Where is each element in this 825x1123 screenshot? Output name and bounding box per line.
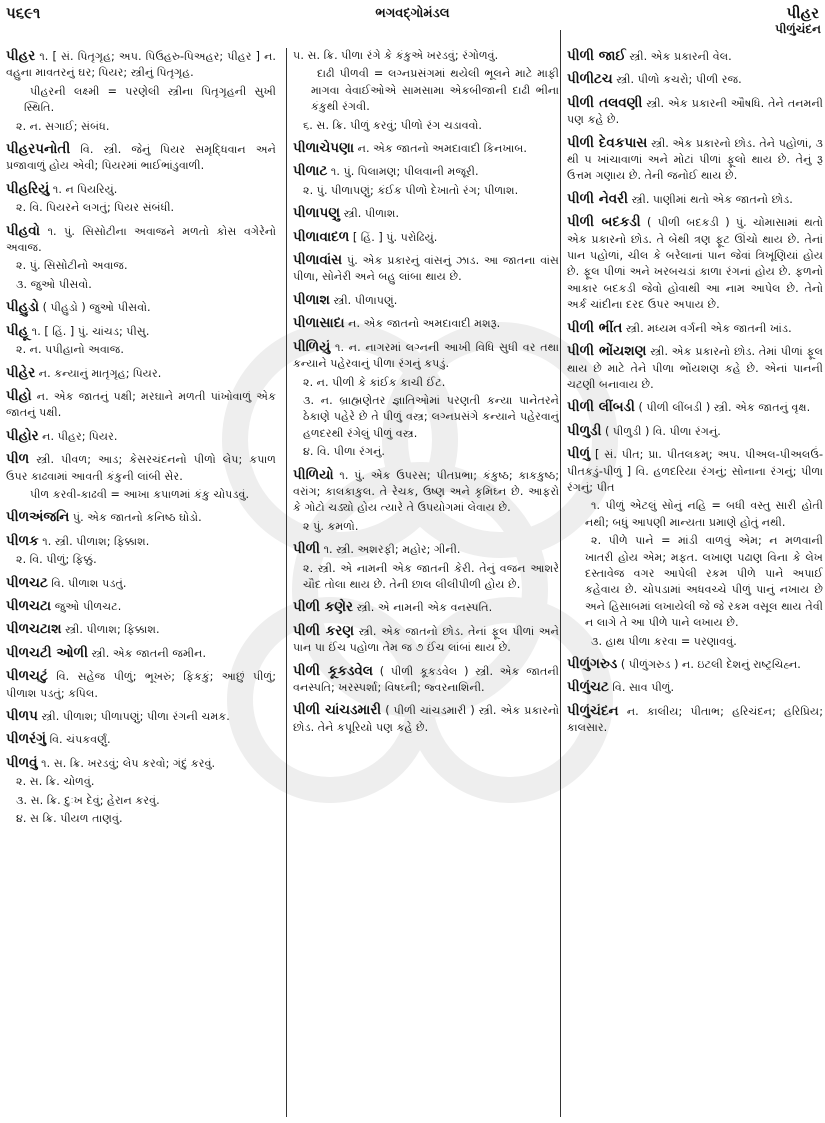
- headword: પીળાવાદળ: [293, 228, 350, 245]
- headword: પીળપ: [6, 708, 38, 724]
- dictionary-entry: [6, 428, 276, 445]
- definition: ૧. સ્ત્રી. પીળાશ; ફિક્કાશ.: [42, 534, 150, 548]
- sub-sense: ૩. જુઓ પીસવો.: [16, 277, 92, 291]
- sub-sense: ૨. સ્ત્રી. એ નામની એક જાતની કેરી. તેનું વજન આશરે ચૌદ તોલા થાય છે. તેની છાલ લીલીપીળી હોય છે.: [303, 561, 559, 591]
- definition: સ્ત્રી. પીળાશ; પીળાપણું; પીળા રંગની ચમક.: [41, 710, 230, 723]
- sub-sense: ૨. ન. પપીહાનો અવાજ.: [16, 343, 124, 357]
- headword: પીળુંગરુડ: [567, 656, 618, 672]
- headword: પીળી ચાંચડમારી: [293, 702, 382, 719]
- dictionary-entry: [6, 621, 276, 638]
- sub-sense: ૬. સ. ક્રિ. પીળું કરવું; પીળો રંગ ચડાવવો.: [303, 118, 482, 132]
- headword: પીળચટાશ: [6, 621, 62, 638]
- sub-sense: ૨. વિ. પીળું; ફિક્કું.: [16, 553, 97, 567]
- definition: ( પીળુંગરુડ ) ન. ઇટલી દેશનું રાષ્ટ્રચિહ્ન.: [620, 658, 801, 671]
- headword: પીહૂ: [6, 322, 29, 339]
- definition: ૧. [ હિં. ] પું. ચાંચડ; પીસુ.: [31, 324, 150, 338]
- sub-sense: ૩. સ. ક્રિ. દુઃખ દેવું; હેરાન કરવું.: [16, 793, 160, 807]
- sub-sense: ૨. સ. ક્રિ. ચોળવું.: [16, 775, 95, 789]
- column-2: [286, 48, 559, 1117]
- sub-sense: ૨. ન. પીળી કે કાંઈક કાચી ઈંટ.: [303, 375, 446, 389]
- headword: પીળાટ: [293, 163, 328, 180]
- sub-sense: ૨. પું. પીળાપણું; કંઈક પીળો દેખાતો રંગ; પીળાશ.: [303, 183, 519, 197]
- definition: સ્ત્રી. એ નામની એક વનસ્પતિ.: [356, 601, 493, 615]
- headword: પીળી દેવકપાસ: [567, 134, 648, 151]
- definition: ( પીહુડો ) જુઓ પીસવો.: [42, 301, 151, 315]
- headword: પીળિયો: [293, 466, 334, 483]
- page-number: પ૬૯૧: [6, 4, 41, 22]
- book-title: ભગવદ્ગોમંડલ: [375, 6, 450, 21]
- headword: પીહરપનોતી: [6, 141, 71, 158]
- idiom-definition: ૩. હાથ પીળા કરવા = પરણાવવું.: [591, 634, 737, 648]
- headword: પીળીટચ: [567, 71, 613, 88]
- sub-sense: ૪. સ ક્રિ. પીયળ તાણવું.: [16, 812, 123, 826]
- headword: પીળું: [567, 446, 591, 463]
- definition: ૧. પું. સિસોટીના અવાજને મળતો કોસ વગેરેનો અવાજ.: [6, 224, 276, 255]
- guide-word-first: પીહર: [786, 4, 819, 22]
- definition: સ્ત્રી. એક જાતની જમીન.: [91, 646, 206, 660]
- definition: ૧. [ સં. પિતૃગૃહ; અપ. પિઉહરુ-પિઅહર; પીહર ] ન. વહુના માવતરનું ઘર; પિયર; સ્ત્રીનું પિતૃગૃહ.: [6, 50, 276, 80]
- dictionary-entry: [6, 181, 276, 217]
- dictionary-entry: [567, 703, 823, 737]
- definition: સ્ત્રી. એક પ્રકારની ઔષધિ. તેને તનમની પણ કહે છે.: [567, 96, 823, 127]
- headword: પીહવો: [6, 222, 41, 239]
- dictionary-entry: [567, 423, 823, 440]
- definition: સ્ત્રી. પીળાપણું.: [333, 293, 398, 307]
- headword: પીળચટ: [6, 574, 48, 591]
- headword: પીળચટા: [6, 597, 52, 614]
- headword: પીળુંચંદન: [567, 702, 619, 719]
- dictionary-entry: [567, 446, 823, 650]
- definition: ( પીળી લીંબડી ) સ્ત્રી. એક જાતનું વૃક્ષ.: [638, 401, 811, 415]
- definition: ૧. સ. ક્રિ. ખરડવું; લેપ કરવો; ગંદું કરવું.: [41, 756, 216, 770]
- dictionary-entry: [293, 663, 559, 697]
- headword: પીળી ભોંયશણ: [567, 343, 647, 360]
- headword: પીળવું: [6, 754, 38, 771]
- sub-sense: ૨. પું. સિસોટીનો અવાજ.: [16, 259, 128, 273]
- dictionary-entry: [567, 71, 823, 88]
- headword: પીહુડો: [6, 299, 40, 316]
- definition: સ્ત્રી. એક જાતનો છોડ. તેનાં ફૂલ પીળાં અને પાન પા ઈંચ પહોળા તેમ જ ૭ ઈંચ લાંબાં થાય છે.: [293, 624, 559, 655]
- headword: પીળઅંજનિ: [6, 509, 70, 526]
- dictionary-entry: [6, 575, 276, 592]
- headword: પીળુડી: [567, 422, 602, 439]
- dictionary-entry: [293, 252, 559, 286]
- dictionary-entry: [567, 679, 823, 696]
- definition: પું. એક પ્રકારનું વાંસનું ઝાડ. આ જાતના વાંસ પીળા, સોનેરી અને બહુ લાંબા થાય છે.: [293, 254, 559, 284]
- dictionary-entry: [567, 320, 823, 337]
- dictionary-entry: [567, 214, 823, 313]
- headword: પીળચટું: [6, 668, 48, 685]
- definition: ન. પીહર; પિયર.: [42, 429, 118, 443]
- definition: ૫. સ. ક્રિ. પીળા રંગે કે કંકુએ ખરડવું; રંગોળવું.: [293, 49, 499, 62]
- dictionary-entry: [6, 731, 276, 748]
- dictionary-entry: [567, 95, 823, 129]
- headword: પીળરંગું: [6, 731, 46, 748]
- idiom-definition: પીહરની લક્ષ્મી = પરણેલી સ્ત્રીના પિતૃગૃહની સુખી સ્થિતિ.: [24, 84, 276, 115]
- headword: પીળી તલવણી: [567, 94, 643, 111]
- headword: પીળી કરણ: [293, 622, 355, 639]
- headword: પીળી કૂકડવેલ: [293, 662, 373, 679]
- headword: પીળ: [6, 451, 30, 468]
- definition: જુઓ પીળચટ.: [54, 599, 122, 613]
- definition: ૧. સ્ત્રી. અશરફી; મહોર; ગીની.: [323, 543, 461, 557]
- dictionary-entry: [293, 599, 559, 616]
- headword: પીળક: [6, 532, 39, 549]
- dictionary-entry: [567, 399, 823, 416]
- definition: વિ. સ્ત્રી. જેનું પિયર સમૃદ્ધિવાન અને પ્રજાવાળું હોય એવી; પિયરમાં ભાઈભાંડુવાળી.: [6, 143, 276, 173]
- sub-sense: ૨. વિ. પિયરને લગતું; પિયર સંબંધી.: [16, 201, 175, 215]
- headword: પીળી કણેર: [293, 599, 353, 616]
- definition: ૧. ન પિયરિયું.: [52, 182, 118, 196]
- dictionary-entry: [293, 140, 559, 157]
- dictionary-entry: [567, 48, 823, 65]
- definition: ન. કન્યાનું માતૃગૃહ; પિયર.: [38, 366, 162, 380]
- definition: ૧. પું. પિલામણ; પીલવાની મજૂરી.: [330, 165, 479, 179]
- headword: પીળાશ: [293, 291, 330, 308]
- definition: ન. એક જાતનો અમદાવાદી મશરૂ.: [348, 317, 501, 331]
- headword: પીળાચેપણા: [293, 140, 355, 157]
- headword: પીહો: [6, 387, 32, 404]
- headword: પીળી લીંબડી: [567, 399, 635, 416]
- dictionary-entry: [293, 702, 559, 736]
- dictionary-entry: [6, 223, 276, 294]
- idiom-definition: દાઢી પીળવી = લગ્નપ્રસંગમાં થયેલી ભૂલને માટે માફી માગવા વેવાઈઓએ સામસામા એકબીજાની દાઢી ભીના કંકુથી રંગવી.: [311, 67, 559, 114]
- dictionary-entry: [567, 135, 823, 185]
- sub-sense: ૨ પું. કમળો.: [303, 519, 359, 533]
- sub-sense: ૩. ન. બ્રાહ્મણેતર જ્ઞાતિઓમાં પરણતી કન્યા પાનેતરને ઠેકાણે પહેરે છે તે પીળું વસ્ત્ર; લગ્નપ્રસંગે કન્યાને પહેરવાનું હળદરથી રંગેલું પીળું વસ્ત્ર.: [303, 393, 559, 440]
- dictionary-entry: [6, 48, 276, 135]
- definition: ૧. પું. એક ઉપરસ; પીતપ્રભા; કંકુષ્ઠ; કાકકુષ્ઠ; વરાંગ; કાલકાકુલ. તે રેચક, ઉષ્ણ અને કૃમિઘ્ન છે. આફરો કે ગોટો ચડ્યો હોય ત્યારે તે ઉપયોગમાં લેવાય છે.: [293, 468, 559, 515]
- dictionary-entry: [293, 292, 559, 309]
- headword: પીળી: [293, 541, 321, 558]
- definition: ( પીળી બદકડી ) પું. ચોમાસામાં થતો એક પ્રકારનો છોડ. તે બેથી ત્રણ ફૂટ ઊંચો થાય છે. તેનાં પાન પહોળાં, ચીલ કે બરેલાનાં પાન જેવાં ત્રિખૂણિયાં હોય છે. ફૂલ પીળાં અને ખરબચડાં કાળા રંગનાં હોય છે. ફળનો આકાર બદકડી જેવો હોવાથી આ નામ આપેલ છે. તેનો અર્ક ચાંદીના દરદ ઉપર અપાય છે.: [567, 216, 823, 312]
- dictionary-entry: [6, 668, 276, 702]
- headword: પીળી ભીંત: [567, 319, 623, 336]
- definition: વિ. ચંપકવર્ણું.: [49, 733, 111, 747]
- definition: ( પીળી ચાંચડમારી ) સ્ત્રી. એક પ્રકારનો છોડ. તેને કપૂરિયો પણ કહે છે.: [293, 704, 559, 734]
- dictionary-entry: [293, 48, 559, 134]
- definition: ન. એક જાતનો અમદાવાદી કિનખાબ.: [357, 142, 527, 156]
- idiom-definition: પીળ કરવી-કાઢવી = આખા કપાળમાં કંકુ ચોપડવું.: [30, 487, 250, 501]
- dictionary-entry: [293, 541, 559, 593]
- headword: પીળિયું: [293, 338, 331, 355]
- definition: ન. એક જાતનું પક્ષી; મરઘાને મળતી પાંખોવાળું એક જાતનું પક્ષી.: [6, 389, 276, 420]
- headword: પીળાપણુ: [293, 205, 340, 222]
- dictionary-entry: [6, 388, 276, 422]
- definition: સ્ત્રી. એક પ્રકારનો છોડ. તેને પહોળાં, ૩ થી ૫ ખાંચાવાળાં અને મોટાં પીળાં ફૂલો થાય છે. તેનું રૂ ઉત્તમ ગણાય છે. તેની જનોઈ થાય છે.: [567, 136, 823, 183]
- column-1: [6, 48, 276, 1117]
- dictionary-entry: [293, 163, 559, 199]
- definition: ૧. ન. નાગરમાં લગ્નની આખી વિધિ સુધી વર તથા કન્યાને પહેરવાનું પીળા રંગનું કપડું.: [293, 340, 559, 371]
- dictionary-entry: [6, 598, 276, 615]
- idiom-definition: ૨. પીળે પાને = માંડી વાળવું એમ; ન મળવાની ખાતરી હોય એમ; મફત. લખાણ પઢાણ વિના કે લેખ દસ્તાવેજ વગર આપેલી રકમ પીળે પાને અપાઈ કહેવાય છે. ચોપડામાં અધવચ્ચે પીળું પાનું નખાય છે અને હિસાબમાં લખાયેલી જે જે રકમ વસૂલ થાય તેવી ન લાગે તે આ પીળે પાને લખાય છે.: [585, 534, 823, 630]
- definition: વિ. પીળાશ પડતું.: [51, 576, 127, 590]
- dictionary-entry: [293, 315, 559, 332]
- definition: [ સં. પીત; પ્રા. પીતલકમ્; અપ. પીઅલ-પીઅલઉં-પીતકડું-પીળું ] વિ. હળદરિયા રંગનું; સોનાના રંગનું; પીળા રંગનું; પીત: [567, 448, 823, 494]
- headword: પીળચટી ઓળી: [6, 644, 88, 661]
- dictionary-entry: [6, 323, 276, 359]
- headword: પીળી બદકડી: [567, 214, 641, 231]
- headword: પીળી નેવરી: [567, 190, 629, 207]
- definition: સ્ત્રી. પીવળ; આડ; કેસરચંદનનો પીળો લેપ; કપાળ ઉપર કાઢવામાં આવતી કંકુની લાંબી સેર.: [6, 453, 276, 483]
- headword: પીળી જાઈ: [567, 48, 626, 64]
- headword: પીળુંચટ: [567, 679, 609, 696]
- column-3: [560, 30, 823, 1117]
- dictionary-entry: [6, 141, 276, 175]
- definition: પું. એક જાતનો કનિષ્ઠ ઘોડો.: [72, 511, 202, 525]
- headword: પીહોર: [6, 427, 39, 444]
- dictionary-entry: [293, 467, 559, 536]
- dictionary-entry: [6, 755, 276, 828]
- headword: પીહેર: [6, 364, 36, 381]
- dictionary-entry: [293, 339, 559, 461]
- dictionary-entry: [567, 656, 823, 673]
- definition: વિ. સાવ પીળું.: [612, 681, 675, 695]
- definition: સ્ત્રી. પીળો કચરો; પીળી રજ.: [616, 73, 742, 87]
- idiom-definition: ૧. પીળું એટલું સોનું નહિ = બધી વસ્તુ સારી હોતી નથી; બધું આપણી માન્યતા પ્રમાણે હોતું નથી.: [585, 499, 823, 529]
- dictionary-entry: [293, 205, 559, 222]
- dictionary-entry: [6, 533, 276, 569]
- headword: પીળાસાદા: [293, 315, 345, 332]
- dictionary-entry: [6, 299, 276, 316]
- definition: વિ. સહેજ પીળું; ભૂખરું; ફિકકું; આછું પીળું; પીળાશ પડતું; કપિલ.: [6, 670, 276, 700]
- definition: સ્ત્રી. એક પ્રકારની વેલ.: [629, 50, 732, 63]
- headword: પીહરિયું: [6, 180, 50, 197]
- definition: સ્ત્રી. એક પ્રકારનો છોડ. તેમાં પીળાં ફૂલ થાય છે માટે તેને પીળા ભોંયશણ કહે છે. એનાં પાનની ચટણી બનાવાય છે.: [567, 345, 823, 391]
- definition: સ્ત્રી. પીળાશ.: [343, 207, 400, 221]
- sub-sense: ૪. વિ. પીળા રંગનું.: [303, 445, 385, 459]
- definition: ( પીળુડી ) વિ. પીળા રંગનું.: [605, 424, 721, 438]
- dictionary-entry: [6, 708, 276, 725]
- dictionary-entry: [293, 623, 559, 657]
- dictionary-entry: [293, 229, 559, 246]
- headword: પીળાવાંસ: [293, 252, 343, 269]
- dictionary-entry: [567, 191, 823, 208]
- definition: સ્ત્રી. પાણીમાં થતો એક જાતનો છોડ.: [631, 192, 793, 206]
- definition: ( પીળી કૂકડવેલ ) સ્ત્રી. એક જાતની વનસ્પતિ; ખરસ્પર્શા; વિષઘ્ની; જ્વરનાશિની.: [293, 664, 559, 694]
- dictionary-entry: [6, 365, 276, 382]
- definition: ન. કાલીય; પીતાભ; હરિચંદન; હરિપ્રિય; કાલસાર.: [567, 704, 823, 735]
- dictionary-entry: [6, 509, 276, 526]
- sub-sense: ૨. ન. સગાઈ; સંબંધ.: [16, 119, 110, 133]
- definition: [ હિં. ] પું. પરોઢિયું.: [352, 230, 438, 244]
- dictionary-entry: [6, 451, 276, 503]
- definition: સ્ત્રી. મધ્યમ વર્ગની એક જાતની ખાંડ.: [625, 321, 792, 335]
- dictionary-entry: [6, 645, 276, 662]
- definition: સ્ત્રી. પીળાશ; ફિક્કાશ.: [65, 623, 160, 637]
- guide-word-last: પીળુંચંદન: [775, 22, 821, 36]
- headword: પીહર: [6, 48, 36, 64]
- dictionary-entry: [567, 343, 823, 393]
